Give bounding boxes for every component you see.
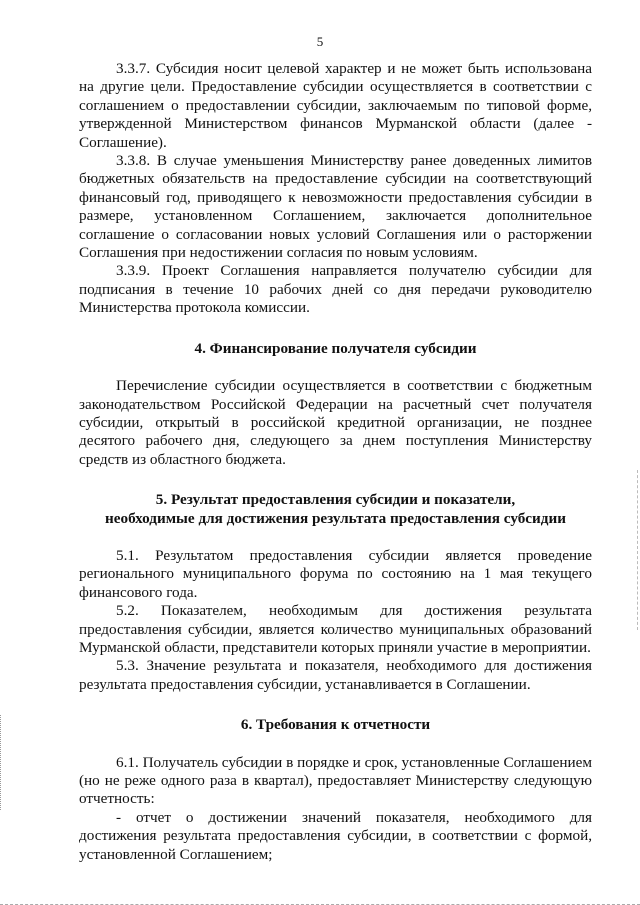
section-4-paragraph: Перечисление субсидии осуществляется в соответствии с бюджетным законодательством Российской Федерации на расчетный счет получателя субсидии, открытый в российской кредитной организации, не позднее десятого рабочего дня, следующего за днем поступления Министерству средств из областного бюджета. bbox=[79, 377, 592, 468]
section-4-heading: 4. Финансирование получателя субсидии bbox=[194, 339, 477, 357]
section-5-heading-line1: 5. Результат предоставления субсидии и показатели, bbox=[155, 491, 516, 509]
scan-edge-mark-left bbox=[0, 715, 2, 810]
document-body bbox=[79, 60, 592, 864]
section-5-heading bbox=[79, 491, 592, 528]
paragraph-3-3-7: 3.3.7. Субсидия носит целевой характер и не может быть использована на другие цели. Предоставление субсидии осуществляется в соответствии с соглашением о предоставлении субсидии, заключаемым по типовой форме, утвержденной Министерством финансов Мурманской области (далее - Соглашение). bbox=[79, 60, 592, 151]
section-6-heading: 6. Требования к отчетности bbox=[240, 716, 431, 734]
paragraph-5-3: 5.3. Значение результата и показателя, необходимого для достижения результата предоставления субсидии, устанавливается в Соглашении. bbox=[79, 657, 592, 693]
paragraph-3-3-8: 3.3.8. В случае уменьшения Министерству ранее доведенных лимитов бюджетных обязательств на предоставление субсидии на соответствующий финансовый год, приводящего к невозможности предоставления субсидии в размере, установленном Соглашением, заключается дополнительное соглашение о согласовании новых условий Соглашения или о расторжении Соглашения при недостижении согласия по новым условиям. bbox=[79, 152, 592, 262]
paragraph-5-2: 5.2. Показателем, необходимым для достижения результата предоставления субсидии, является количество муниципальных образований Мурманской области, представители которых приняли участие в мероприятии. bbox=[79, 602, 592, 656]
paragraph-5-1: 5.1. Результатом предоставления субсидии является проведение регионального муниципального форума по состоянию на 1 мая текущего финансового года. bbox=[79, 546, 592, 601]
paragraph-3-3-9: 3.3.9. Проект Соглашения направляется получателю субсидии для подписания в течение 10 рабочих дней со дня передачи руководителю Министерства протокола комиссии. bbox=[79, 262, 592, 317]
scan-bottom-edge bbox=[0, 891, 640, 905]
page-number: 5 bbox=[316, 34, 324, 49]
paragraph-6-1-item: - отчет о достижении значений показателя, необходимого для достижения результата предоставления субсидии, в соответствии с формой, установленной Соглашением; bbox=[79, 808, 592, 863]
section-5-heading-line2: необходимые для достижения результата предоставления субсидии bbox=[105, 509, 566, 527]
paragraph-6-1: 6.1. Получатель субсидии в порядке и срок, установленные Соглашением (но не реже одного раза в квартал), предоставляет Министерству следующую отчетность: bbox=[79, 753, 592, 808]
